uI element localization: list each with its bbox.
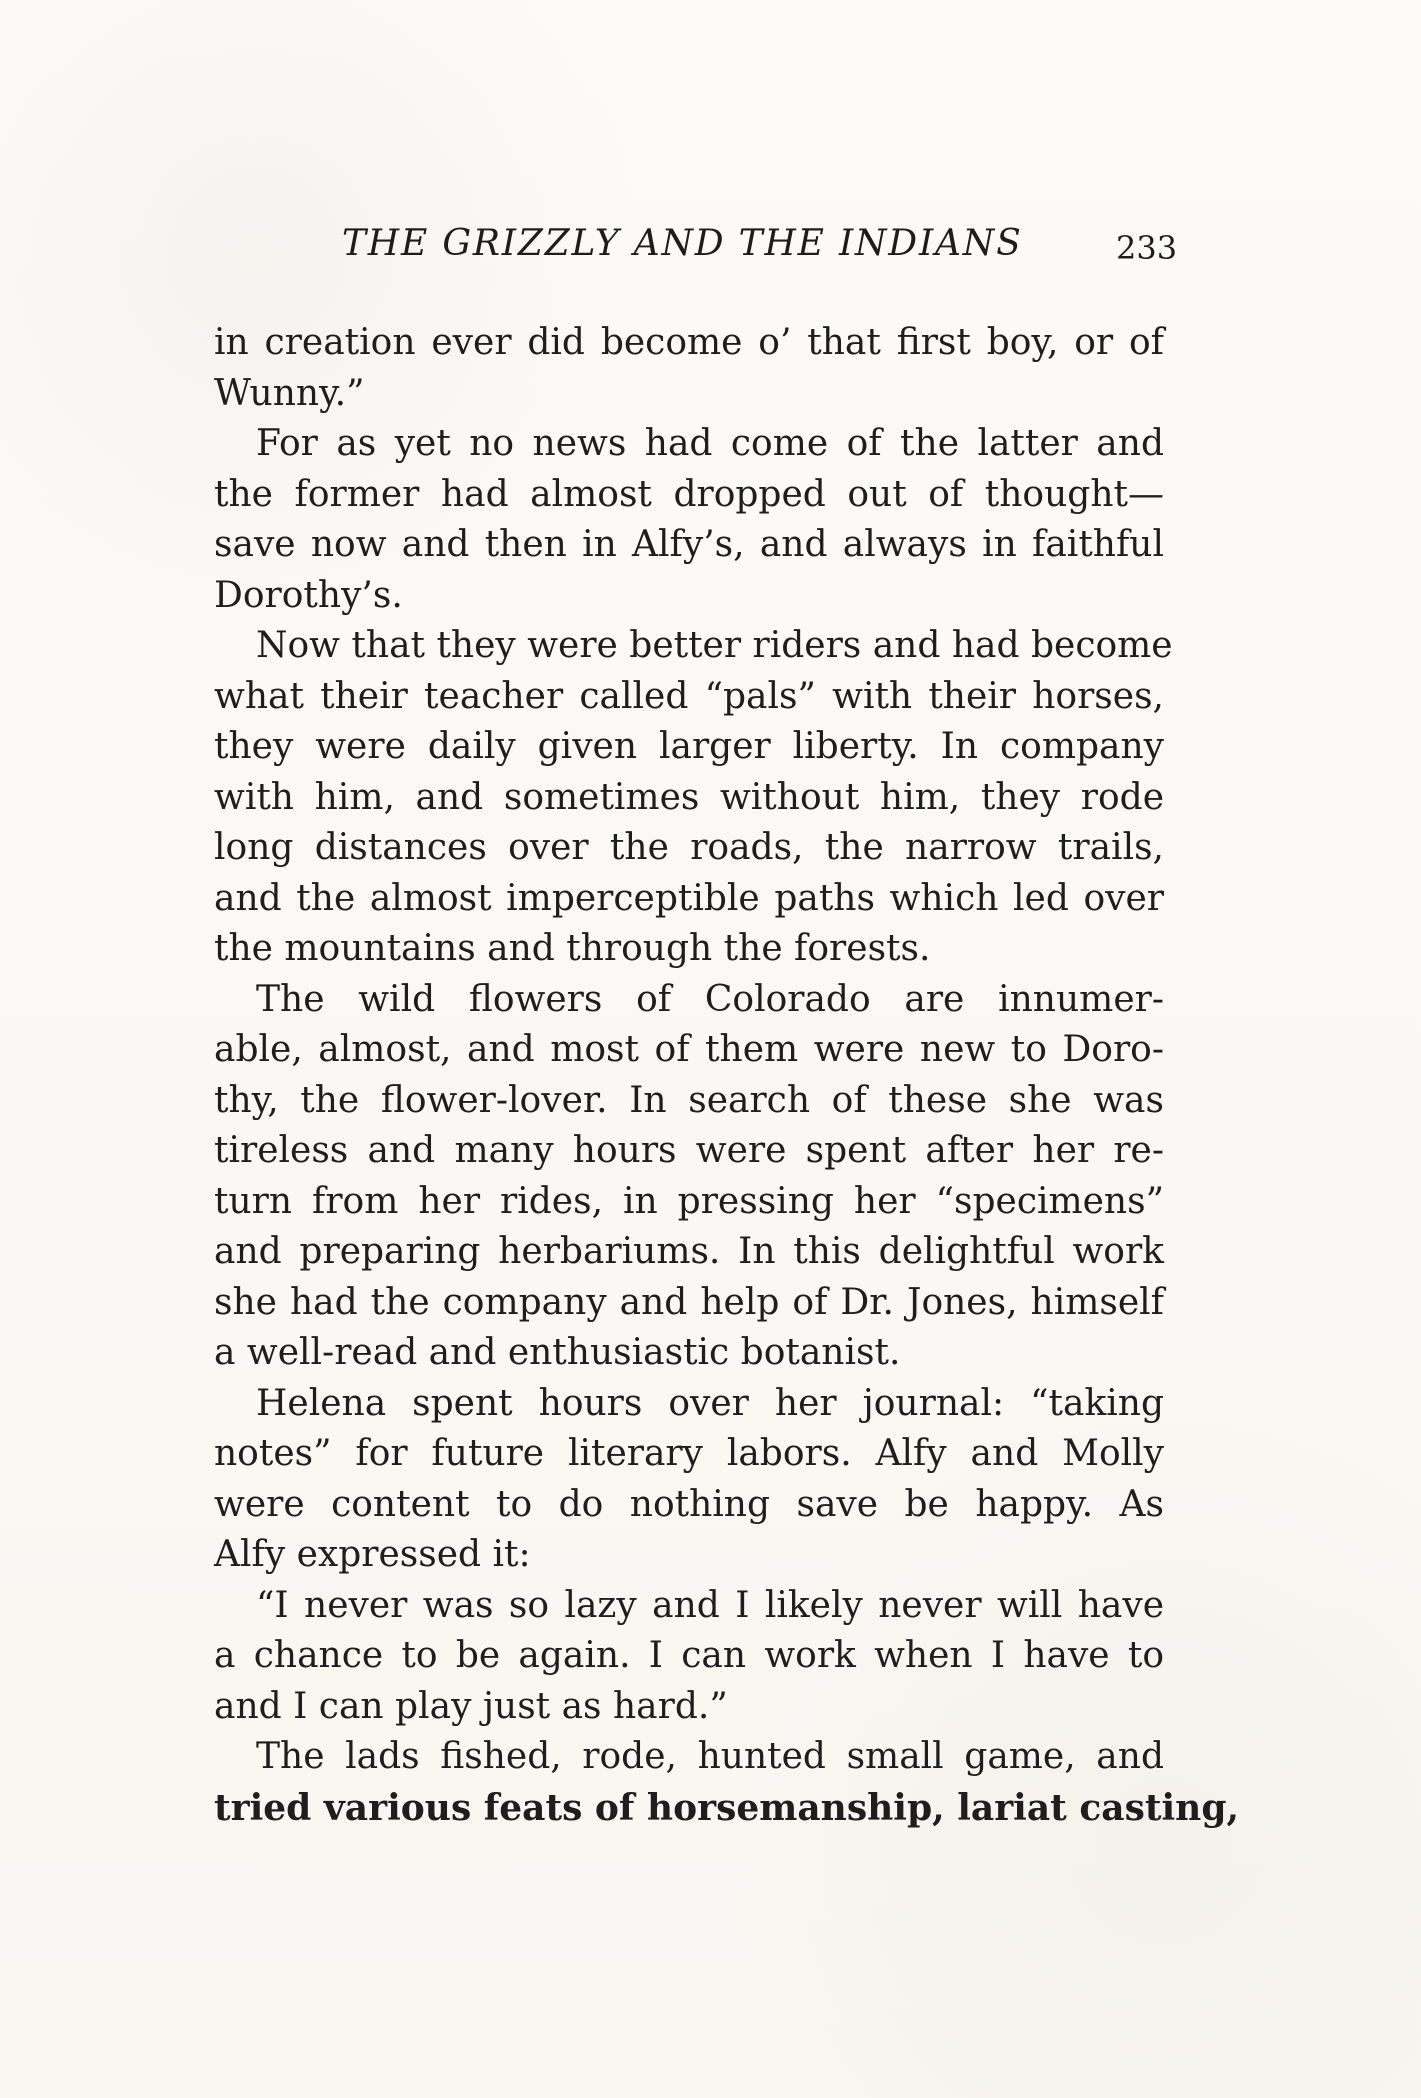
text-line-7: Now that they were better riders and had become xyxy=(256,625,1173,666)
text-line-21: a well-read and enthusiastic botanist. xyxy=(214,1332,901,1373)
text-line-17: tireless and many hours were spent after her re- xyxy=(214,1130,1164,1171)
text-line-12: and the almost imperceptible paths which led over xyxy=(214,877,1164,919)
text-line-18: turn from her rides, in pressing her “specimens” xyxy=(214,1180,1164,1222)
text-line-3: For as yet no news had come of the latter and xyxy=(256,423,1164,464)
text-line-14: The wild flowers of Colorado are innumer- xyxy=(256,978,1164,1020)
text-line-29: The lads fished, rode, hunted small game, and xyxy=(256,1736,1164,1777)
text-line-25: Alfy expressed it: xyxy=(214,1534,531,1575)
text-line-2: Wunny.” xyxy=(214,372,365,414)
text-line-13: the mountains and through the forests. xyxy=(214,928,931,969)
text-line-8: what their teacher called “pals” with their horses, xyxy=(214,675,1164,717)
text-line-30: tried various feats of horsemanship, lariat casting, xyxy=(214,1786,1240,1829)
text-line-23: notes” for future literary labors. Alfy and Molly xyxy=(214,1433,1164,1474)
text-line-19: and preparing herbariums. In this delightful work xyxy=(214,1231,1164,1272)
text-line-15: able, almost, and most of them were new to Doro- xyxy=(214,1029,1164,1070)
text-line-10: with him, and sometimes without him, they rode xyxy=(214,776,1164,818)
text-line-16: thy, the flower-lover. In search of these she was xyxy=(214,1079,1164,1121)
text-line-22: Helena spent hours over her journal: “taking xyxy=(256,1382,1164,1424)
text-line-1: in creation ever did become o’ that first boy, or of xyxy=(214,322,1164,363)
text-line-9: they were daily given larger liberty. In company xyxy=(214,726,1164,767)
text-line-6: Dorothy’s. xyxy=(214,574,403,616)
text-line-27: a chance to be again. I can work when I have to xyxy=(214,1635,1164,1676)
text-line-24: were content to do nothing save be happy. As xyxy=(214,1483,1164,1525)
body-text xyxy=(214,318,1240,1833)
text-line-20: she had the company and help of Dr. Jones, himself xyxy=(214,1281,1164,1323)
text-line-28: and I can play just as hard.” xyxy=(214,1685,728,1727)
running-head-title: THE GRIZZLY AND THE INDIANS xyxy=(342,223,1023,264)
text-line-5: save now and then in Alfy’s, and always in faithful xyxy=(214,524,1164,565)
text-line-26: “I never was so lazy and I likely never will have xyxy=(256,1584,1164,1626)
text-line-11: long distances over the roads, the narrow trails, xyxy=(214,827,1164,868)
text-line-4: the former had almost dropped out of thought— xyxy=(214,473,1164,515)
page-number: 233 xyxy=(1116,229,1178,267)
